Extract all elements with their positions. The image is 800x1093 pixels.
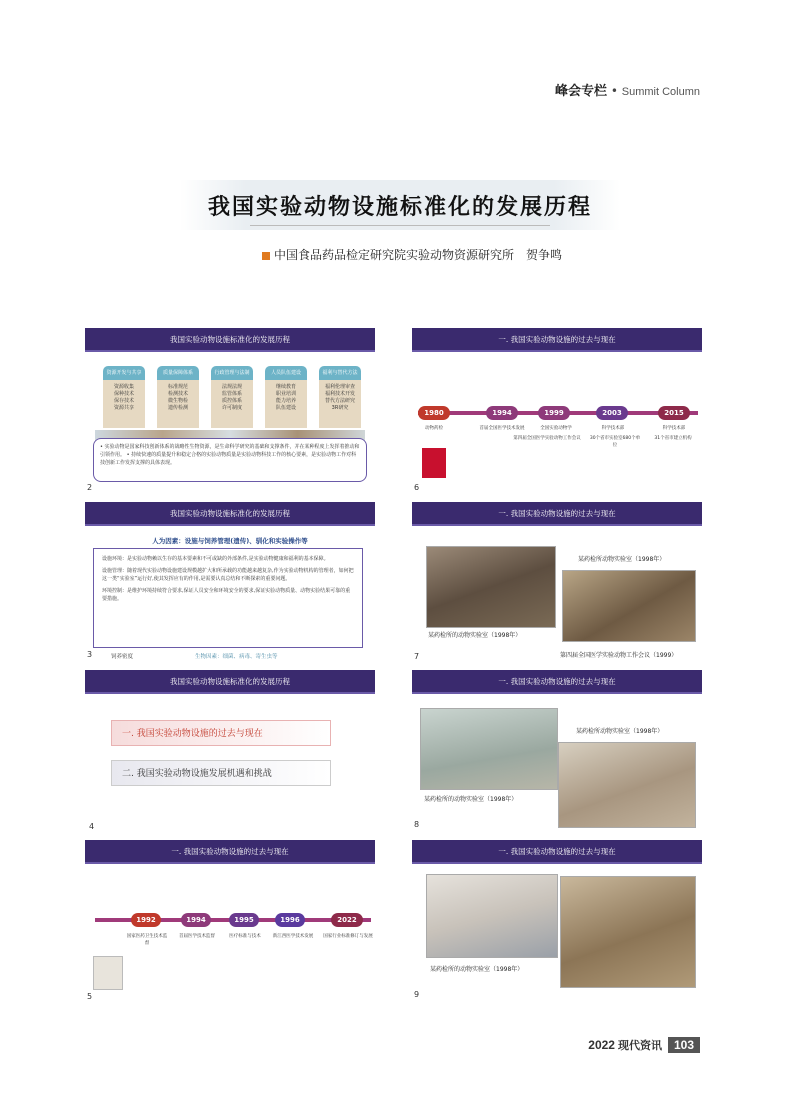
lab-photo: [560, 876, 696, 988]
title-divider: [250, 225, 550, 226]
slide-number: 8: [414, 820, 420, 829]
lab-photo: [558, 742, 696, 828]
timeline-caption: 第四届全国医学实验动物工作会议: [513, 436, 581, 441]
category-column: [157, 366, 199, 428]
timeline-node: 1995: [229, 913, 259, 927]
paragraph-facility-environment: 设施环境：是实验动物赖以生存的基本要素和不可或缺的外部条件,是实验动物健康和福利的基本保障。: [102, 556, 329, 562]
slide-title: 我国实验动物设施标准化的发展历程: [85, 502, 375, 526]
timeline-node: 1999: [538, 406, 570, 420]
photo-caption: 第四届全国医学实验动物工作会议（1999）: [560, 652, 678, 659]
column-name-cn: 峰会专栏: [555, 84, 608, 99]
slide-title: 我国实验动物设施标准化的发展历程: [85, 328, 375, 352]
slide-subtitle: 人为因素：设施与饲养管理(遗传)、驯化和实验操作等: [152, 537, 308, 545]
header-separator: •: [610, 84, 618, 98]
timeline-note: 全国实验动物学: [540, 426, 572, 431]
timeline-node: 1994: [181, 913, 211, 927]
timeline-node: 1996: [275, 913, 305, 927]
timeline-caption: 30个省市实验室680个单位: [589, 436, 641, 448]
slide-title: 一. 我国实验动物设施的过去与现在: [85, 840, 375, 864]
timeline-note: 首届医学技术监督: [179, 934, 215, 939]
timeline-node: 2015: [658, 406, 690, 420]
category-column: [211, 366, 253, 428]
column-name-en: Summit Column: [621, 86, 700, 98]
slide-number: 4: [89, 822, 95, 831]
timeline-note: 科学技术部: [601, 426, 625, 431]
author-text: 中国食品药品检定研究院实验动物资源研究所 贺争鸣: [274, 248, 563, 262]
timeline-node: 1980: [418, 406, 450, 420]
lab-photo: [426, 546, 556, 628]
timeline-note: 动物药检: [425, 426, 443, 431]
outline-item-1: 一. 我国实验动物设施的过去与现在: [111, 720, 331, 746]
slide-4: [85, 670, 375, 835]
photo-caption: 某药检所动物实验室（1998年）: [578, 556, 666, 563]
lab-photo: [420, 708, 558, 790]
timeline-node: 2003: [596, 406, 628, 420]
category-column: [265, 366, 307, 428]
category-body: 继续教育 职业培训 能力培养 队伍建设: [265, 380, 307, 428]
timeline-node: 2022: [331, 913, 363, 927]
timeline-note: 新江西医学技术发展: [272, 934, 314, 939]
category-head: 人员队伍建设: [265, 366, 307, 380]
slide-number: 5: [87, 992, 93, 1001]
slide-number: 7: [414, 652, 420, 661]
category-body: 标准规范 检测技术 微生物检 遗传检测: [157, 380, 199, 428]
slide-title: 一. 我国实验动物设施的过去与现在: [412, 670, 702, 694]
slide-footnote: 生物因素：细菌、病毒、寄生虫等: [195, 654, 278, 660]
category-head: 行政管理与法制: [211, 366, 253, 380]
category-head: 质量保障体系: [157, 366, 199, 380]
paragraph-environment-control: 环境控制：是维护环境持续符合要求,保证人员安全和环境安全的要求,保证实验动物质量、动物实验结果可靠的重要措施。: [102, 588, 351, 602]
category-column: [103, 366, 145, 428]
timeline-note: 首届全国医学技术发展: [479, 426, 525, 431]
slide-6: [412, 328, 702, 493]
column-header: [555, 80, 700, 99]
photo-caption: 某药检所的动物实验室（1998年）: [428, 632, 522, 639]
slide-2: [85, 328, 375, 493]
document-cover-image: [422, 448, 446, 478]
bullet-square-icon: [262, 252, 270, 260]
timeline-note: 国家行业标准修订与发展: [323, 934, 373, 939]
timeline-note: 医疗标准与技术: [229, 934, 261, 939]
slide-5: [85, 840, 375, 1005]
timeline-node: 1994: [486, 406, 518, 420]
photo-caption: 某药检所的动物实验室（1998年）: [424, 796, 518, 803]
author-line: [262, 246, 562, 263]
category-body: 法规法规 监管体系 质控体系 许可制度: [211, 380, 253, 428]
article-title: 我国实验动物设施标准化的发展历程: [207, 194, 592, 220]
outline-item-2: 二. 我国实验动物设施发展机遇和挑战: [111, 760, 331, 786]
slide-number: 9: [414, 990, 420, 999]
content-box: [93, 548, 363, 648]
category-head: 资源开发与共享: [103, 366, 145, 380]
slide-number: 3: [87, 650, 93, 659]
note-box: • 实验动物是国家科技创新体系的战略性生物资源，是生命科学研究的基础和支撑条件，并在某种程度上发挥着推动和引领作用。 • 持续快速的质量提升和稳定合格的实验动物质量是实验动物科技工作的核心要素，是实验动物工作对科技创新工作发挥支撑的具体表现。: [93, 438, 367, 482]
page-number: 103: [668, 1037, 700, 1053]
slide-8: [412, 670, 702, 835]
document-scan-image: [93, 956, 123, 990]
magazine-name: 现代资讯: [617, 1039, 662, 1052]
slide-title: 一. 我国实验动物设施的过去与现在: [412, 328, 702, 352]
photo-caption: 某药检所的动物实验室（1998年）: [430, 966, 524, 973]
timeline-note: 科学技术部: [662, 426, 686, 431]
slide-number: 2: [87, 483, 93, 492]
timeline-note: 国家医药卫生技术监督: [126, 934, 168, 946]
slide-title: 一. 我国实验动物设施的过去与现在: [412, 502, 702, 526]
page-footer: [588, 1037, 700, 1053]
category-body: 资源收集 保种技术 保存技术 资源共享: [103, 380, 145, 428]
category-head: 福利与替代方法: [319, 366, 361, 380]
slide-9: [412, 840, 702, 1005]
category-column: [319, 366, 361, 428]
slide-number: 6: [414, 483, 420, 492]
lab-photo: [426, 874, 558, 958]
side-label: 饲养密度: [111, 654, 134, 660]
photo-caption: 某药检所动物实验室（1998年）: [576, 728, 664, 735]
timeline-caption: 31个省市建立机构: [654, 436, 692, 441]
timeline-node: 1992: [131, 913, 161, 927]
slide-7: [412, 502, 702, 667]
issue-year: 2022: [588, 1038, 615, 1052]
category-body: 福利伦理审查 福利技术开发 替代方法研究 3R研究: [319, 380, 361, 428]
slide-title: 我国实验动物设施标准化的发展历程: [85, 670, 375, 694]
lab-photo: [562, 570, 696, 642]
slide-title: 一. 我国实验动物设施的过去与现在: [412, 840, 702, 864]
paragraph-facility-management: 设施管理：随着现代实验动物设施建设规模越扩大和所承载的功能越来越复杂,作为实验动物机构的管理者，如何把这一类“实验室”运行好,使其发挥应有的作用,是需要认真总结和不断探索的重要问题。: [102, 568, 354, 582]
slide-3: [85, 502, 375, 667]
